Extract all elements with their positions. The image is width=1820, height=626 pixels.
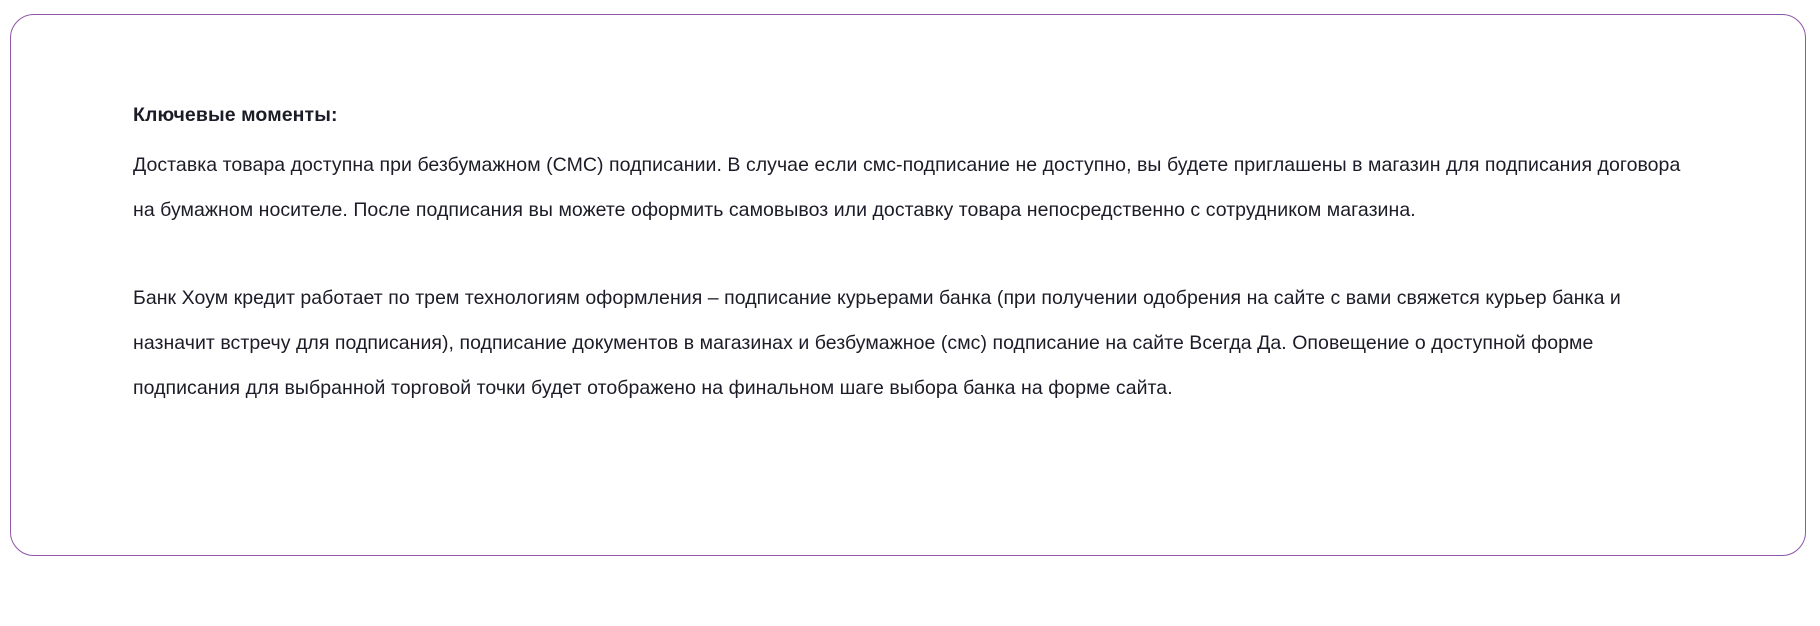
- key-points-paragraph-delivery: Доставка товара доступна при безбумажном (СМС) подписании. В случае если смс-подписание не доступно, вы будете приглашены в магазин для подписания договора на бумажном носителе. После подписания вы можете оформить самовывоз или доставку товара непосредственно с сотрудником магазина.: [133, 154, 1681, 222]
- key-points-paragraph-bank-technologies: Банк Хоум кредит работает по трем технологиям оформления – подписание курьерами банка (при получении одобрения на сайте с вами свяжется курьер банка и назначит встречу для подписания), подписание документов в магазинах и безбумажное (смс) подписание на сайте Всегда Да. Оповещение о доступной форме подписания для выбранной торговой точки будет отображено на финальном шаге выбора банка на форме сайта.: [133, 287, 1621, 400]
- key-points-card: [10, 14, 1806, 556]
- key-points-heading: Ключевые моменты:: [133, 104, 338, 126]
